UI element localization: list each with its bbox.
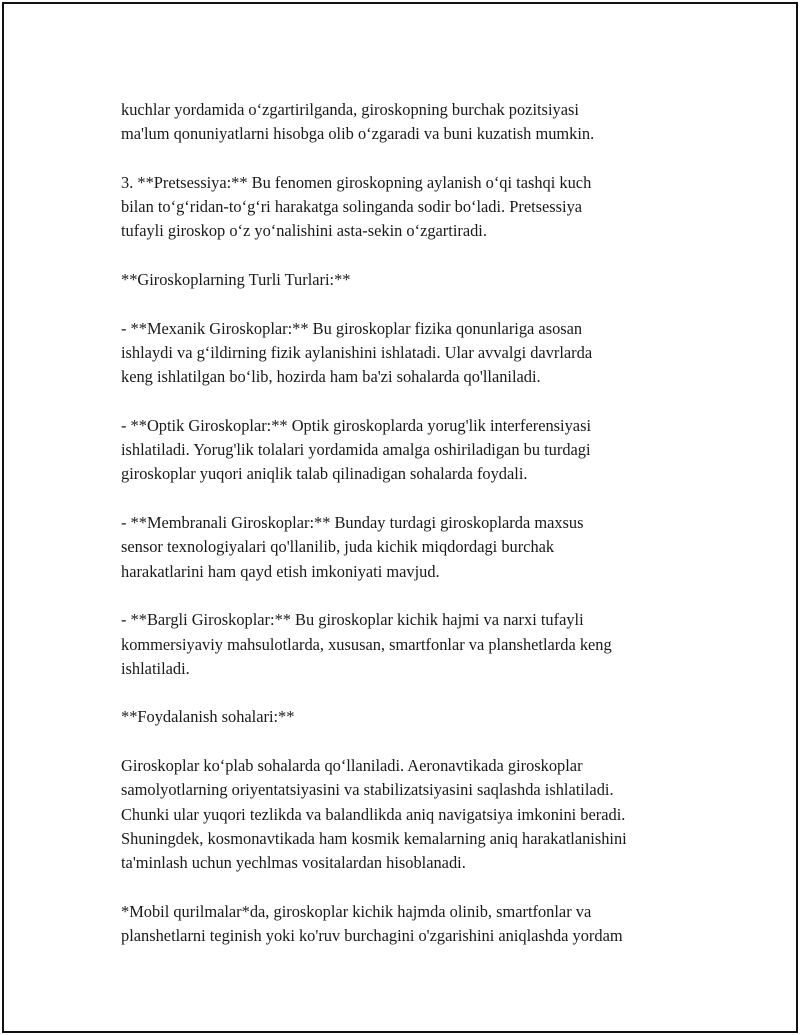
paragraph-spacer <box>121 876 721 900</box>
text-line: ishlatiladi. Yorug'lik tolalari yordamida amalga oshiriladigan bu turdagi <box>121 440 591 460</box>
text-line: Chunki ular yuqori tezlikda va balandlikda aniq navigatsiya imkonini beradi. <box>121 804 626 824</box>
text-line: Shuningdek, kosmonavtikada ham kosmik kemalarning aniq harakatlanishini <box>121 828 627 848</box>
paragraph <box>121 98 721 147</box>
paragraph-spacer <box>121 390 721 414</box>
paragraph <box>121 511 721 584</box>
text-line: giroskoplar yuqori aniqlik talab qilinadigan sohalarda foydali. <box>121 464 528 484</box>
paragraph <box>121 705 721 729</box>
paragraph-spacer <box>121 292 721 316</box>
paragraph <box>121 608 721 681</box>
paragraph <box>121 268 721 292</box>
text-line: bilan to‘g‘ridan-to‘g‘ri harakatga solinganda sodir bo‘ladi. Pretsessiya <box>121 197 583 217</box>
text-line: *Mobil qurilmalar*da, giroskoplar kichik hajmda olinib, smartfonlar va <box>121 901 592 921</box>
text-line: **Foydalanish sohalari:** <box>121 707 295 727</box>
paragraph-spacer <box>121 244 721 268</box>
text-line: sensor texnologiyalari qo'llanilib, juda kichik miqdordagi burchak <box>121 537 555 557</box>
text-line: 3. **Pretsessiya:** Bu fenomen giroskopning aylanish o‘qi tashqi kuch <box>121 172 592 192</box>
text-line: kuchlar yordamida o‘zgartirilganda, giroskopning burchak pozitsiyasi <box>121 100 579 119</box>
page-frame <box>2 2 798 1033</box>
paragraph-spacer <box>121 730 721 754</box>
text-line: - **Mexanik Giroskoplar:** Bu giroskoplar fizika qonunlariga asosan <box>121 318 583 338</box>
text-line: planshetlarni teginish yoki ko'ruv burchagini o'zgarishini aniqlashda yordam <box>121 926 623 946</box>
text-line: **Giroskoplarning Turli Turlari:** <box>121 270 351 290</box>
text-line: Giroskoplar ko‘plab sohalarda qo‘llaniladi. Aeronavtikada giroskoplar <box>121 756 583 776</box>
paragraph-spacer <box>121 681 721 705</box>
text-line: harakatlarini ham qayd etish imkoniyati mavjud. <box>121 561 440 581</box>
text-line: keng ishlatilgan bo‘lib, hozirda ham ba'zi sohalarda qo'llaniladi. <box>121 367 541 387</box>
text-line: samolyotlarning oriyentatsiyasini va stabilizatsiyasini saqlashda ishlatiladi. <box>121 780 614 800</box>
paragraph <box>121 317 721 390</box>
paragraph-spacer <box>121 584 721 608</box>
paragraph-spacer <box>121 487 721 511</box>
paragraph-spacer <box>121 147 721 171</box>
text-line: - **Membranali Giroskoplar:** Bunday turdagi giroskoplarda maxsus <box>121 513 584 533</box>
paragraph <box>121 414 721 487</box>
text-line: - **Bargli Giroskoplar:** Bu giroskoplar kichik hajmi va narxi tufayli <box>121 610 584 630</box>
document-body <box>121 98 721 948</box>
paragraph <box>121 900 721 949</box>
text-line: ma'lum qonuniyatlarni hisobga olib o‘zgaradi va buni kuzatish mumkin. <box>121 124 595 144</box>
paragraph <box>121 754 721 875</box>
paragraph <box>121 171 721 244</box>
text-line: - **Optik Giroskoplar:** Optik giroskoplarda yorug'lik interferensiyasi <box>121 415 591 435</box>
text-line: ta'minlash uchun yechlmas vositalardan hisoblanadi. <box>121 853 466 873</box>
text-line: ishlaydi va g‘ildirning fizik aylanishini ishlatadi. Ular avvalgi davrlarda <box>121 342 593 362</box>
text-line: tufayli giroskop o‘z yo‘nalishini asta-sekin o‘zgartiradi. <box>121 221 487 241</box>
text-line: ishlatiladi. <box>121 658 190 678</box>
text-line: kommersiyaviy mahsulotlarda, xususan, smartfonlar va planshetlarda keng <box>121 634 612 654</box>
